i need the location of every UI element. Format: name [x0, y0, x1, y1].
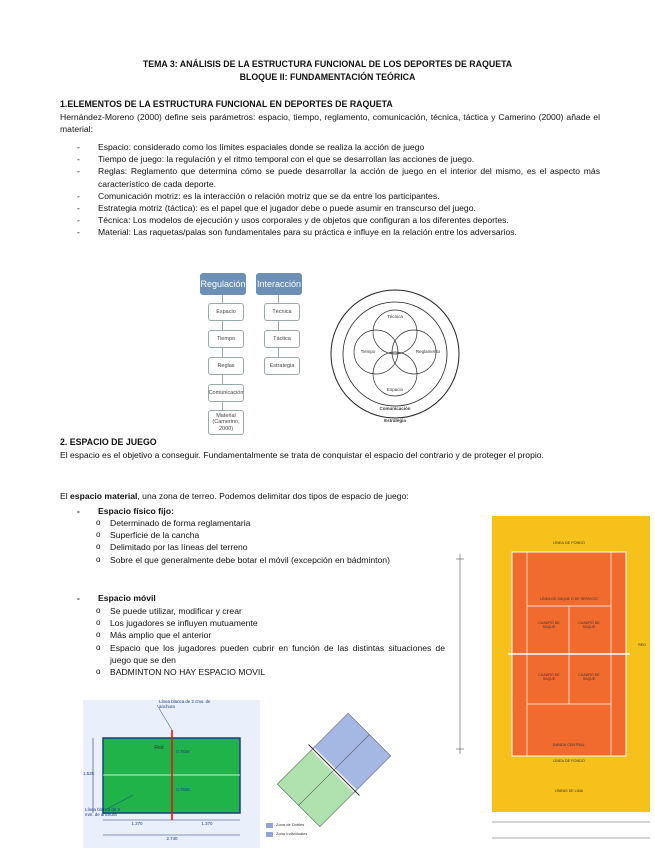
- service-line: LÍNEA DE SAQUE O DE SERVICIO: [540, 597, 598, 601]
- section2-intro: El espacio es el objetivo a conseguir. Fundamentalmente se trata de conquistar el espacio del contrario y de proteger el propio.: [60, 450, 544, 460]
- baseline-top: LÍNEA DE FONDO: [553, 541, 585, 545]
- section1-list: [60, 141, 600, 239]
- circle-label: Reglamento: [415, 349, 441, 354]
- table-tennis-court: [83, 700, 260, 848]
- list-item: o Más amplio que el anterior: [60, 629, 445, 641]
- service-box-label: CUADRO DE SAQUE: [538, 621, 560, 629]
- badminton-court: [262, 700, 405, 848]
- diagram-box: Estrategia: [264, 357, 300, 375]
- diagram-box: Material (Camerino, 2000): [208, 410, 244, 435]
- list-item: o Determinado de forma reglamentaria: [60, 517, 445, 529]
- list-item: - Técnica: Los modelos de ejecución y usos corporales y de objetos que configuran a los diferentes deportes.: [60, 214, 600, 226]
- list-item: o Los jugadores se influyen mutuamente: [60, 617, 445, 629]
- half-width-b: 0.7625: [176, 787, 190, 792]
- section1-intro: Hernández-Moreno (2000) define seis parámetros: espacio, tiempo, reglamento, comunicación, técnica, táctica y Camerino (2000) añade el material:: [60, 112, 600, 135]
- service-box-label: CUADRO DE SAQUE: [578, 621, 600, 629]
- mobile-space-label: - Espacio móvil: [60, 592, 445, 604]
- material-bold: espacio material: [70, 491, 138, 501]
- circle-label: Espacio: [386, 387, 403, 392]
- legend-doubles: Zona de Dobles: [276, 822, 305, 827]
- line-width-note: Línea blanca de 3 mm. de anchura: [85, 807, 120, 817]
- list-item: - Espacio: considerado como los límites espaciales donde se realiza la acción de juego: [60, 141, 600, 153]
- mobile-space-list: [60, 605, 445, 678]
- orange-court-diagram: [452, 514, 652, 848]
- list-item: o Se puede utilizar, modificar y crear: [60, 605, 445, 617]
- circle-label: Estrategia: [384, 418, 406, 423]
- half-length-b: 1.370: [201, 821, 213, 826]
- list-item: o Delimitado por las líneas del terreno: [60, 541, 445, 553]
- fixed-space-label: - Espacio físico fijo:: [60, 505, 445, 517]
- list-item: o Superficie de la cancha: [60, 529, 445, 541]
- half-length-a: 1.370: [131, 821, 143, 826]
- diagram-box: Comunicación: [208, 384, 244, 402]
- list-item: - Tiempo de juego: la regulación y el ritmo temporal con el que se desarrollan las acciones de juego.: [60, 153, 600, 165]
- lines-note: LÍNEAS DE LIMA: [554, 789, 584, 793]
- fixed-space-list: [60, 517, 445, 566]
- structure-diagram: [198, 273, 320, 435]
- court-width: 1.525: [83, 771, 94, 776]
- list-item: o Sobre el que generalmente debe botar el móvil (excepción en bádminton): [60, 554, 445, 566]
- regulacion-header: Regulación: [200, 273, 246, 295]
- section2-material: El espacio material, una zona de terreo. Podemos delimitar dos tipos de espacio de juego:: [60, 491, 409, 501]
- circle-label: Técnica: [387, 314, 403, 319]
- central-band: BANDA CENTRAL: [553, 743, 585, 747]
- diagram-box: Espacio: [208, 303, 244, 321]
- half-width-a: 0.7625: [176, 749, 190, 754]
- net-label: Red: [154, 745, 164, 751]
- list-item: o Espacio que los jugadores pueden cubrir en función de las distintas situaciones de juego que se den: [60, 642, 445, 666]
- list-item: - Reglas: Reglamento que determina cómo se puede desarrollar la acción de juego en el interior del mismo, es el aspecto más característico de cada deporte.: [60, 165, 600, 189]
- circle-label: Tiempo: [360, 349, 376, 354]
- diagram-box: Tiempo: [208, 330, 244, 348]
- space-list: [60, 505, 445, 517]
- legend-singles: Zona Individuales: [276, 831, 308, 836]
- service-box-label: CUADRO DE SAQUE: [578, 673, 600, 681]
- section2-heading: 2. ESPACIO DE JUEGO: [60, 437, 157, 447]
- interaccion-header: Interacción: [256, 273, 302, 295]
- diagram-box: Reglas: [208, 357, 244, 375]
- net-label: RED: [638, 643, 646, 647]
- document-subtitle: BLOQUE II: FUNDAMENTACIÓN TEÓRICA: [239, 72, 416, 82]
- total-length: 2.740: [166, 836, 178, 841]
- diagram-box: Táctica: [264, 330, 300, 348]
- circles-diagram: [326, 270, 464, 436]
- list-item: - Estrategia motriz (táctica): es el papel que el jugador debe o puede asumir en transcurso del juego.: [60, 202, 600, 214]
- document-title: TEMA 3: ANÁLISIS DE LA ESTRUCTURA FUNCIONAL DE LOS DEPORTES DE RAQUETA: [142, 59, 513, 69]
- list-item: o BADMINTON NO HAY ESPACIO MOVIL: [60, 666, 445, 678]
- diagram-box: Técnica: [264, 303, 300, 321]
- mobile-space-heading-list: [60, 592, 445, 604]
- service-box-label: CUADRO DE SAQUE: [538, 673, 560, 681]
- section1-heading: 1.ELEMENTOS DE LA ESTRUCTURA FUNCIONAL EN DEPORTES DE RAQUETA: [60, 99, 393, 109]
- net-line-note: Línea blanca de 2 cms. de anchura: [159, 699, 211, 709]
- list-item: - Material: Las raquetas/palas son fundamentales para su práctica e influye en la relación entre los adversarios.: [60, 226, 600, 238]
- circle-label: Comunicación: [379, 406, 411, 411]
- baseline-bottom: LÍNEA DE FONDO: [553, 759, 585, 763]
- list-item: - Comunicación motriz: es la interacción o relación motriz que se da entre los participantes.: [60, 190, 600, 202]
